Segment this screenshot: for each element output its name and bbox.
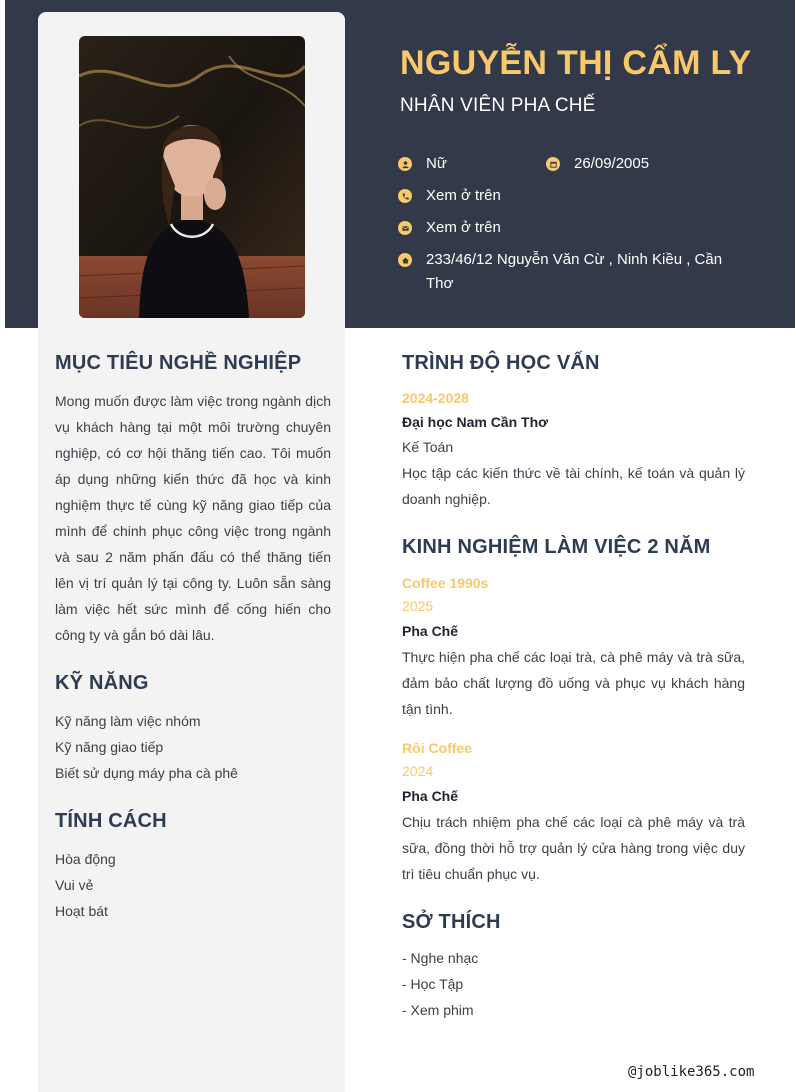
address-row [398, 248, 748, 296]
personality-title: TÍNH CÁCH [55, 810, 167, 832]
gender-row [398, 152, 538, 176]
job-company: Rôi Coffee [402, 740, 472, 756]
education-description: Học tập các kiến thức về tài chính, kế toán và quản lý doanh nghiệp. [402, 465, 745, 507]
education-period: 2024-2028 [402, 390, 469, 406]
objective-text: Mong muốn được làm việc trong ngành dịch vụ khách hàng tại một môi trường chuyên nghiệp, có cơ hội thăng tiến cao. Tôi muốn áp dụng những kiến thức đã học và kinh nghiệm thực tế cùng kỹ năng giao tiếp của mình để chinh phục công việc trong ngành và sau 2 năm phấn đấu có thể thăng tiến lên vị trí quản lý tại công ty. Luôn sẵn sàng làm việc hết sức mình để cống hiến cho công ty và gắn bó dài lâu. [55, 393, 331, 643]
mail-icon [398, 221, 412, 235]
job-description: Chịu trách nhiệm pha chế các loại cà phê máy và trà sữa, đồng thời hỗ trợ quản lý cửa hàng trong việc duy trì tiêu chuẩn phục vụ. [402, 814, 745, 882]
birthdate-value: 26/09/2005 [574, 155, 650, 172]
personality-item: Hòa động [55, 851, 116, 867]
phone-value: Xem ở trên [426, 187, 501, 204]
job-role: Pha Chế [402, 788, 459, 804]
education-title: TRÌNH ĐỘ HỌC VẤN [402, 352, 600, 374]
home-icon [398, 253, 412, 267]
experience-title: KINH NGHIỆM LÀM VIỆC 2 NĂM [402, 536, 711, 558]
hobby-item: - Xem phim [402, 1002, 474, 1018]
profile-photo [79, 36, 305, 318]
phone-row [398, 184, 738, 208]
education-school: Đại học Nam Cần Thơ [402, 414, 549, 430]
skill-item: Kỹ năng làm việc nhóm [55, 713, 201, 729]
candidate-name: NGUYỄN THỊ CẨM LY [400, 44, 752, 82]
education-major: Kế Toán [402, 439, 454, 455]
watermark-text: @joblike365.com [628, 1064, 755, 1080]
hobbies-title: SỞ THÍCH [402, 911, 501, 933]
birthdate-row [546, 152, 746, 176]
hobby-item: - Học Tập [402, 976, 464, 992]
skill-item: Biết sử dụng máy pha cà phê [55, 765, 238, 781]
job-title: NHÂN VIÊN PHA CHẾ [400, 95, 596, 116]
job-company: Coffee 1990s [402, 575, 489, 591]
skills-list [55, 708, 331, 786]
skills-title: KỸ NĂNG [55, 672, 149, 694]
personality-list [55, 846, 331, 924]
job-description: Thực hiện pha chế các loại trà, cà phê máy và trà sữa, đảm bảo chất lượng đồ uống và phục vụ khách hàng tận tình. [402, 649, 745, 717]
calendar-icon [546, 157, 560, 171]
email-value: Xem ở trên [426, 219, 501, 236]
user-icon [398, 157, 412, 171]
objective-title: MỤC TIÊU NGHỀ NGHIỆP [55, 352, 302, 374]
gender-value: Nữ [426, 155, 447, 172]
personality-item: Hoạt bát [55, 903, 108, 919]
email-row [398, 216, 738, 240]
phone-icon [398, 189, 412, 203]
hobby-item: - Nghe nhạc [402, 950, 479, 966]
hobbies-list [402, 945, 745, 1023]
personality-item: Vui vẻ [55, 877, 94, 893]
job-year: 2025 [402, 598, 434, 614]
job-year: 2024 [402, 763, 434, 779]
skill-item: Kỹ năng giao tiếp [55, 739, 164, 755]
address-value: 233/46/12 Nguyễn Văn Cừ , Ninh Kiều , Cần Thơ [426, 251, 723, 292]
job-role: Pha Chế [402, 623, 459, 639]
